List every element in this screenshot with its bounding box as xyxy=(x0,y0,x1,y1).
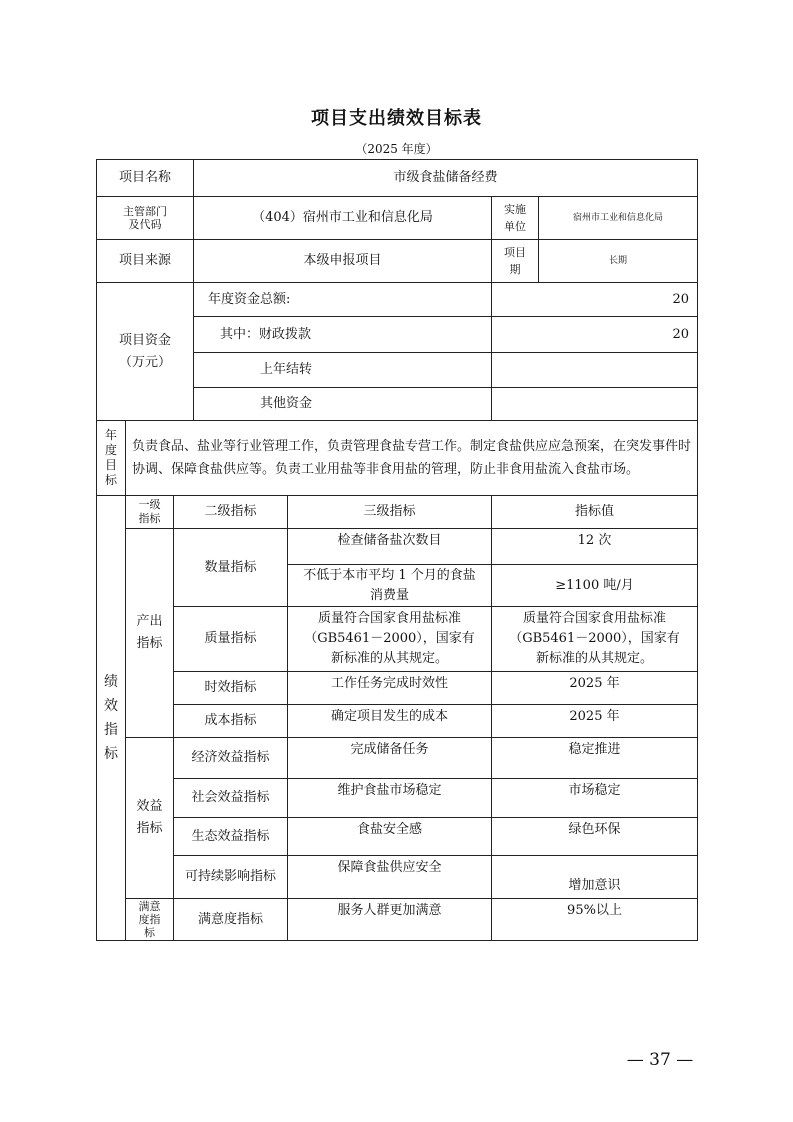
quality-value: 质量符合国家食用盐标准（GB5461－2000），国家有新标准的从其规定。 xyxy=(491,606,698,672)
quantity-item-2-name: 不低于本市平均 1 个月的食盐消费量 xyxy=(287,564,492,607)
source-label: 项目来源 xyxy=(96,239,194,283)
funds-carryover-value xyxy=(491,352,698,388)
quantity-item-2-value: ≥1100 吨/月 xyxy=(491,564,698,607)
dept-label: 主管部门 及代码 xyxy=(96,196,194,240)
project-name-value: 市级食盐储备经费 xyxy=(193,159,698,197)
dept-value: （404）宿州市工业和信息化局 xyxy=(193,196,492,240)
goal-label: 年 度 目 标 xyxy=(96,420,126,496)
quantity-item-1-value: 12 次 xyxy=(491,528,698,565)
period-value: 长期 xyxy=(538,239,698,283)
social-name: 维护食盐市场稳定 xyxy=(287,778,492,818)
satisfaction-label: 满意 度指 标 xyxy=(125,898,174,941)
ecological-label: 生态效益指标 xyxy=(173,817,288,856)
cost-value: 2025 年 xyxy=(491,704,698,738)
page-title: 项目支出绩效目标表 xyxy=(311,108,482,129)
funds-other-value xyxy=(491,387,698,421)
benefit-label: 效益 指标 xyxy=(125,737,174,899)
ecological-name: 食盐安全感 xyxy=(287,817,492,856)
economic-value: 稳定推进 xyxy=(491,737,698,779)
page-number: — 37 — xyxy=(626,1050,694,1070)
quantity-label: 数量指标 xyxy=(173,528,288,607)
period-label: 项目 期 xyxy=(491,239,539,283)
funds-fiscal-label: 其中：财政拨款 xyxy=(193,316,492,353)
satisfaction-value: 95%以上 xyxy=(491,898,698,941)
project-name-label: 项目名称 xyxy=(96,159,194,197)
quality-name: 质量符合国家食用盐标准（GB5461－2000），国家有新标准的从其规定。 xyxy=(287,606,492,672)
funds-other-label: 其他资金 xyxy=(193,387,492,421)
goal-text: 负责食品、盐业等行业管理工作，负责管理食盐专营工作。制定食盐供应应急预案，在突发事件时协调、保障食盐供应等。负责工业用盐等非食用盐的管理，防止非食用盐流入食盐市场。 xyxy=(125,420,698,496)
page-subtitle: （2025 年度） xyxy=(355,142,438,156)
funds-fiscal-value: 20 xyxy=(491,316,698,353)
economic-name: 完成储备任务 xyxy=(287,737,492,779)
impl-unit-value: 宿州市工业和信息化局 xyxy=(538,196,698,240)
social-label: 社会效益指标 xyxy=(173,778,288,818)
timeliness-value: 2025 年 xyxy=(491,671,698,705)
ecological-value: 绿色环保 xyxy=(491,817,698,856)
funds-carryover-label: 上年结转 xyxy=(193,352,492,388)
output-label: 产出 指标 xyxy=(125,528,174,738)
cost-label: 成本指标 xyxy=(173,704,288,738)
header-level1: 一级 指标 xyxy=(125,495,174,529)
funds-total-value: 20 xyxy=(491,282,698,317)
source-value: 本级申报项目 xyxy=(193,239,492,283)
header-level3: 三级指标 xyxy=(287,495,492,529)
funds-label: 项目资金 （万元） xyxy=(96,282,194,421)
timeliness-name: 工作任务完成时效性 xyxy=(287,671,492,705)
header-level2: 二级指标 xyxy=(173,495,288,529)
satisfaction-level2-label: 满意度指标 xyxy=(173,898,288,941)
cost-name: 确定项目发生的成本 xyxy=(287,704,492,738)
satisfaction-name: 服务人群更加满意 xyxy=(287,898,492,941)
perf-label: 绩 效 指 标 xyxy=(96,495,126,941)
economic-label: 经济效益指标 xyxy=(173,737,288,779)
quality-label: 质量指标 xyxy=(173,606,288,672)
social-value: 市场稳定 xyxy=(491,778,698,818)
sustainable-name: 保障食盐供应安全 xyxy=(287,855,492,899)
impl-unit-label: 实施 单位 xyxy=(491,196,539,240)
sustainable-value: 增加意识 xyxy=(491,855,698,899)
sustainable-label: 可持续影响指标 xyxy=(173,855,288,899)
funds-total-label: 年度资金总额: xyxy=(193,282,492,317)
quantity-item-1-name: 检查储备盐次数目 xyxy=(287,528,492,565)
timeliness-label: 时效指标 xyxy=(173,671,288,705)
header-value: 指标值 xyxy=(491,495,698,529)
